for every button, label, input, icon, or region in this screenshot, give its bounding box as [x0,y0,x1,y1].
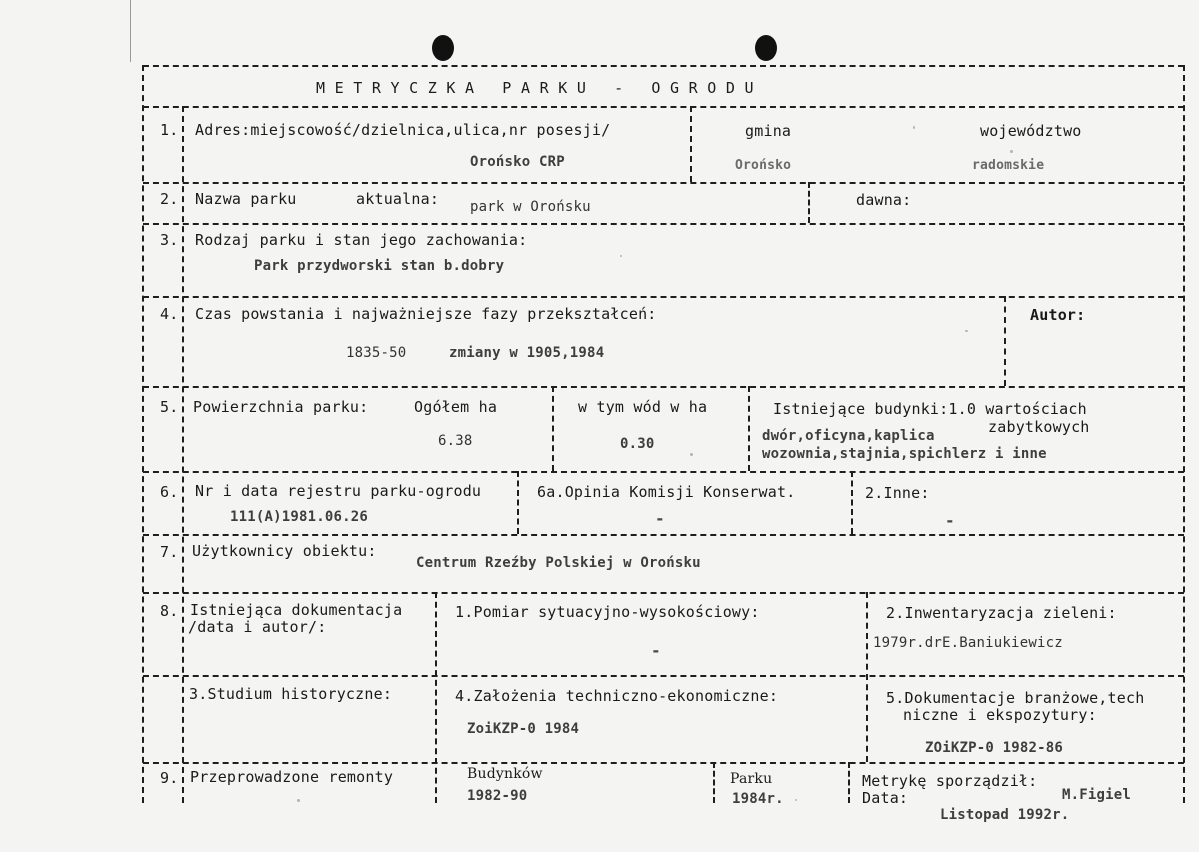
branch-docs-label-cont: niczne i ekspozytury: [903,706,1097,724]
repair-buildings-label: Budynków [467,766,543,782]
address-label: Adres:miejscowość/dzielnica,ulica,nr posesji/ [195,121,611,139]
row8-divider [866,592,868,762]
other-value: - [945,511,955,530]
other-label: 2.Inne: [865,484,930,502]
water-area-label: w tym wód w ha [578,398,708,416]
paper-speck [620,255,622,257]
form-title: METRYCZKA PARKU - OGRODU [316,79,764,97]
author-label: Autor: [1030,306,1086,324]
punch-hole-left [432,35,454,61]
repair-park-value: 1984r. [732,791,784,807]
row-divider [143,223,1184,225]
title-divider [143,106,1184,108]
row-divider [143,386,1184,388]
tech-econ-value: ZoiKZP-0 1984 [467,721,580,737]
voivodeship-label: województwo [980,122,1082,140]
date-label: Data: [862,789,909,807]
prepared-by-value: M.Figiel [1062,787,1132,803]
paper-speck [965,330,968,332]
paper-speck [690,453,693,456]
users-label: Użytkownicy obiektu: [192,542,377,560]
creation-changes-value: zmiany w 1905,1984 [449,345,605,361]
survey-value: - [651,641,661,660]
tech-econ-label: 4.Założenia techniczno-ekonomiczne: [455,687,779,705]
row-divider [143,296,1184,298]
inventory-label: 2.Inwentaryzacja zieleni: [886,604,1117,622]
buildings-label-cont: zabytkowych [988,418,1090,436]
current-name-value: park w Orońsku [470,199,591,215]
voivodeship-value: radomskie [972,158,1045,173]
former-name-label: dawna: [856,191,912,209]
row4-divider [1004,296,1006,386]
repair-park-label: Parku [730,771,773,787]
row5-divider [552,386,554,471]
repairs-label: Przeprowadzone remonty [190,768,394,786]
buildings-list-line1: dwór,oficyna,kaplica [762,428,935,444]
row9-divider [713,762,715,803]
paper-speck [795,799,797,801]
gmina-label: gmina [745,122,792,140]
total-area-value: 6.38 [438,433,473,449]
row6-divider [851,471,853,534]
paper-speck [297,799,300,802]
punch-hole-right [755,35,777,61]
binder-edge-line [130,0,131,62]
creation-time-label: Czas powstania i najważniejsze fazy przekształceń: [195,305,657,323]
row1-divider [690,106,692,182]
row-number: 5. [160,398,179,416]
park-name-label: Nazwa parku [195,190,297,208]
row-divider [143,471,1184,473]
row-number: 1. [160,121,179,139]
inventory-value: 1979r.drE.Baniukiewicz [873,635,1063,651]
buildings-label: Istniejące budynki:1.0 wartościach [773,400,1087,418]
row8-divider [435,592,437,803]
row-divider [143,762,1184,764]
register-label: Nr i data rejestru parku-ogrodu [195,482,482,500]
row-number: 2. [160,190,179,208]
creation-years-value: 1835-50 [346,345,407,361]
address-value: Orońsko CRP [470,154,565,170]
water-area-value: 0.30 [620,436,655,452]
form-border-left [142,65,144,803]
opinion-value: - [655,509,665,528]
row-number: 6. [160,483,179,501]
branch-docs-value: ZOiKZP-0 1982-86 [925,740,1064,756]
date-value: Listopad 1992r. [940,807,1070,823]
row5-divider [748,386,750,471]
row-number: 7. [160,543,179,561]
documentation-label: Istniejąca dokumentacja [190,601,403,619]
row2-divider [808,182,810,223]
row-number: 4. [160,305,179,323]
row-divider [143,675,1184,677]
branch-docs-label: 5.Dokumentacje branżowe,tech [886,689,1145,707]
row-divider [143,592,1184,594]
opinion-label: 6a.Opinia Komisji Konserwat. [537,483,796,501]
current-name-label: aktualna: [356,190,440,208]
number-column-divider [182,106,184,803]
total-area-label: Ogółem ha [414,398,498,416]
row-number: 8. [160,602,179,620]
prepared-by-label: Metrykę sporządził: [862,772,1038,790]
form-border-top [143,65,1184,67]
row-number: 3. [160,231,179,249]
gmina-value: Orońsko [735,158,792,173]
paper-speck [1010,150,1013,153]
documentation-label-cont: /data i autor/: [188,618,327,636]
area-label: Powierzchnia parku: [193,398,369,416]
survey-label: 1.Pomiar sytuacyjno-wysokościowy: [455,603,760,621]
row6-divider [517,471,519,534]
park-type-value: Park przydworski stan b.dobry [254,258,505,274]
row9-divider [848,762,850,803]
repair-buildings-value: 1982-90 [467,788,528,804]
row-divider [143,182,1184,184]
paper-speck [913,126,915,129]
form-border-right [1183,65,1185,803]
park-type-label: Rodzaj parku i stan jego zachowania: [195,231,528,249]
buildings-list-line2: wozownia,stajnia,spichlerz i inne [762,446,1047,462]
row-divider [143,534,1184,536]
historical-study-label: 3.Studium historyczne: [189,685,393,703]
users-value: Centrum Rzeźby Polskiej w Orońsku [416,555,701,571]
register-value: 111(A)1981.06.26 [230,509,369,525]
row-number: 9. [160,769,179,787]
